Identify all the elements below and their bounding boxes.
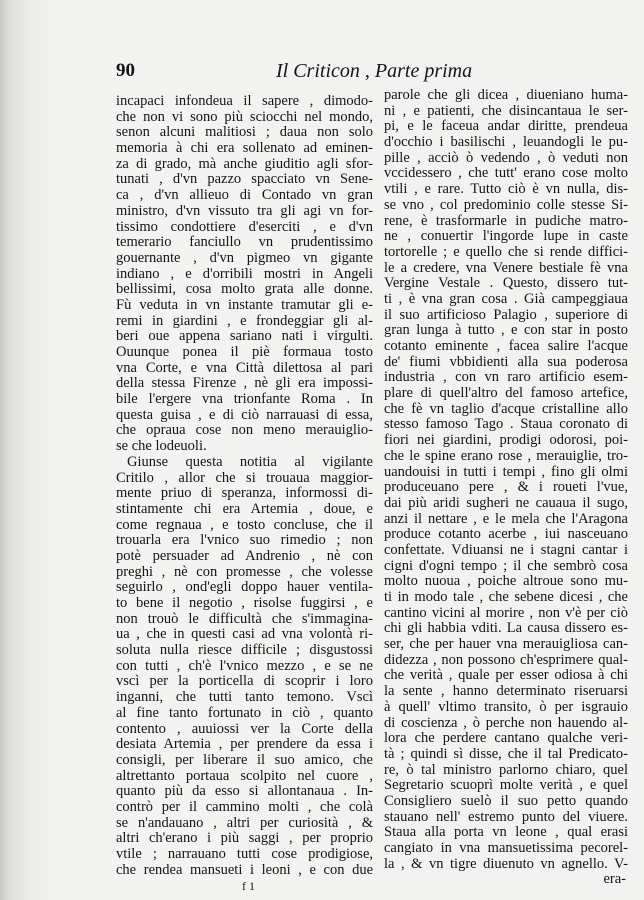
running-title: Il Criticon , Parte prima	[276, 60, 473, 82]
text-line: con tutti , ch'è l'vnico mezzo , e se ne	[116, 657, 373, 674]
text-line: della stessa Firenze , nè gli era impossi-	[116, 375, 373, 392]
text-line: rene, è trasformarle in pudiche matro-	[384, 212, 628, 229]
text-line: Segretario scuoprì molte verità , e quel	[384, 777, 628, 794]
signature-mark: f 1	[242, 879, 255, 893]
text-line: Ouunque ponea il piè formaua tosto	[116, 344, 373, 360]
text-line: quanto più da esso si allontanaua . In-	[116, 783, 373, 800]
text-line: Critilo , allor che si trouaua maggior-	[116, 469, 373, 486]
text-line: lora che perdere cantano qualche veri-	[384, 730, 628, 747]
text-line: ua , che in questi casi ad vna volontà ri-	[116, 626, 373, 643]
text-line: ti , è vna gran cosa . Già campeggiaua	[384, 290, 628, 307]
text-line: de' fiumi vbbidienti alla sua poderosa	[384, 353, 628, 370]
text-line: che rendea mansueti i leoni , e con due	[116, 861, 373, 878]
text-line: beri oue appena sariano nati i virgulti.	[116, 328, 373, 345]
text-line: dai più aridi sugheri ne cauaua il sugo,	[384, 494, 628, 511]
text-line: vccidessero , che tutt' erano cose molto	[384, 165, 628, 182]
text-line: trouarla era l'vnico suo rimedio ; non	[116, 532, 373, 549]
text-line: re, ò tal ministro parlorno chiaro, quel	[384, 761, 628, 778]
text-line: gran lunga à tutto , e con star in posto	[384, 322, 628, 339]
page-number: 90	[116, 60, 135, 81]
text-line: che non vi sono più sciocchi nel mondo,	[116, 108, 373, 125]
text-line: se che lodeuoli.	[116, 438, 207, 455]
text-line: consigli, per liberare il suo amico, che	[116, 751, 373, 768]
text-line: Vergine Vestale . Questo, dissero tut-	[384, 275, 628, 292]
text-line: molto nuoua , poiche altroue sono mu-	[384, 573, 628, 590]
text-line: tissimo condottiere d'eserciti , e d'vn	[116, 218, 373, 235]
text-line: cantino vicini al morire , non v'è per ciò	[384, 604, 628, 621]
text-line: vscì per la porticella di scoprir i loro	[116, 673, 373, 690]
text-line: parole che gli dicea , diueniano huma-	[384, 87, 628, 103]
text-line: senon alcuni malitiosi ; daua non solo	[116, 124, 373, 141]
text-line: vna Corte, e vna Città dilettosa al pari	[116, 359, 373, 376]
text-line: à quell' vltimo transito, ò per isgrauio	[384, 698, 628, 715]
text-line: d'occhio i basilischi , leuandogli le pu-	[384, 134, 628, 151]
text-line: uandouisi in tutti i tempi , fino gli olmi	[384, 463, 628, 480]
text-line: mente priuo di speranza, informossi di-	[116, 485, 373, 502]
right-column	[384, 88, 628, 888]
text-line: stesso famoso Tago . Staua coronato di	[384, 416, 628, 433]
text-line: la sente , hanno determinato riseruarsi	[384, 683, 628, 700]
text-line: ser, che per hauer vna merauigliosa can-	[384, 636, 628, 653]
text-line: le a credere, vna Venere bestiale fè vna	[384, 259, 628, 276]
text-line: non trouò le difficultà che s'immagina-	[116, 610, 373, 627]
text-line: che fè vn taglio d'acque cristalline allo	[384, 400, 628, 417]
text-line: didezza , non possono ch'esprimere qual-	[384, 651, 628, 668]
text-line: vtile ; narrauano tutti cose prodigiose,	[116, 846, 373, 862]
text-line: incapaci infondeua il sapere , dimodo-	[116, 93, 373, 109]
text-line: gouernante , d'vn pigmeo vn gigante	[116, 249, 373, 266]
text-line: temerario fanciullo vn prudentissimo	[116, 234, 373, 251]
text-line: di coscienza , ò perche non hauendo al-	[384, 714, 628, 731]
text-line: altri ch'erano i più saggi , per proprio	[116, 830, 373, 847]
text-line: tortorelle ; e quello che si rende diffici-	[384, 243, 628, 260]
text-line: indiano , e d'orribili mostri in Angeli	[116, 265, 373, 282]
text-line: to bene il negotio , risolse fuggirsi , e	[116, 595, 373, 611]
text-line: Staua alla porta vn leone , qual erasi	[384, 824, 628, 841]
text-line: se vno , col predominio colle stesse Si-	[384, 196, 628, 213]
text-line: come regnaua , e tosto concluse, che il	[116, 516, 373, 533]
text-line: za di grado, mà anche giuditio agli sfor-	[116, 155, 373, 172]
left-column	[116, 94, 373, 878]
text-line: potè persuader ad Andrenio , nè con	[116, 547, 373, 564]
text-line: la , & vn tigre diuenuto vn agnello. V-	[384, 855, 628, 872]
text-line: tà ; quindi sì disse, che il tal Predicato-	[384, 745, 628, 762]
text-line: remi in giardini , e frondeggiar gli al-	[116, 312, 373, 329]
text-line: contento , auuiossi ver la Corte della	[116, 720, 373, 737]
text-line: anzi il nettare , e le mela che l'Aragona	[384, 510, 628, 527]
text-line: che le spine erano rose , merauiglie, tro-	[384, 447, 628, 464]
text-line: Giunse questa notitia al vigilante	[127, 453, 373, 470]
text-line: Consigliero suelò il suo petto quando	[384, 792, 628, 809]
text-line: Fù veduta in vn instante tramutar gli e-	[116, 296, 373, 313]
text-line: produce cotanto acerbe , iui nasceuano	[384, 526, 628, 543]
text-line: cotanto eminente , facea salire l'acque	[384, 338, 628, 354]
text-line: ministro, d'vn vissuto tra gli agi vn for-	[116, 202, 373, 219]
text-line: ni , e patienti, che disincantaua le ser-	[384, 102, 628, 119]
text-line: stauano nell' estremo punto del viuere.	[384, 808, 628, 825]
text-line: tunati , d'vn pazzo spacciato vn Sene-	[116, 171, 373, 188]
text-line: bile l'ergere vna trionfante Roma . In	[116, 391, 373, 408]
text-line: che verità , quale per esser odiosa à chi	[384, 667, 628, 684]
catchword: era-	[603, 871, 626, 888]
text-line: confettate. Vdiuansi ne i stagni cantar i	[384, 541, 628, 558]
text-line: cangiato in vna mansuetissima pecorel-	[384, 840, 628, 856]
text-line: che opraua cose non meno merauiglio-	[116, 422, 373, 439]
text-line: industria , con vn raro artificio esem-	[384, 369, 628, 386]
text-line: cigni d'ogni tempo ; il che sembrò cosa	[384, 557, 628, 574]
text-line: desiata Artemia , per prendere da essa i	[116, 736, 373, 753]
text-line: preghi , nè con promesse , che volesse	[116, 563, 373, 580]
text-line: pi, e le faceua andar diritte, prendeua	[384, 118, 628, 135]
text-line: produceuano pere , & i roueti l'vue,	[384, 479, 628, 496]
text-line: soluta nulla riesce difficile ; disgustossi	[116, 642, 373, 659]
text-line: vtili , e rare. Tutto ciò è vn nulla, dis-	[384, 181, 628, 198]
text-line: il suo artificioso Palagio , superiore di	[384, 306, 628, 323]
text-line: al fine tanto fortunato in ciò , quanto	[116, 704, 373, 721]
text-line: altrettanto portaua scolpito nel cuore ,	[116, 767, 373, 784]
text-line: chi gli habbia vditi. La causa dissero es-	[384, 620, 628, 637]
text-line: stintamente chi era Artemia , doue, e	[116, 500, 373, 517]
text-line: seguirlo , ond'egli doppo hauer ventila-	[116, 579, 373, 596]
text-line: ti in modo tale , che sebene dicesi , che	[384, 589, 628, 605]
text-line: fiori nei giardini, prodigi odorosi, poi-	[384, 432, 628, 449]
text-line: inganni, che tutti tanto temono. Vscì	[116, 689, 373, 706]
text-line: memoria à chi era sollenato ad eminen-	[116, 140, 373, 157]
text-line: plare di quell'altro del famoso artefice,	[384, 385, 628, 402]
text-line: ne , conuertir l'ingorde lupe in caste	[384, 228, 628, 245]
text-line: se n'andauano , altri per curiosità , &	[116, 814, 373, 831]
text-line: ca , d'vn allieuo di Contado vn gran	[116, 187, 373, 204]
text-line: questa guisa , e di ciò narrauasi di essa,	[116, 406, 373, 423]
text-line: pille , acciò ò vedendo , ò veduti non	[384, 149, 628, 166]
text-line: contrò per il cammino molti , che colà	[116, 798, 373, 815]
text-line: bellissimi, cosa molto grata alle donne.	[116, 281, 373, 298]
